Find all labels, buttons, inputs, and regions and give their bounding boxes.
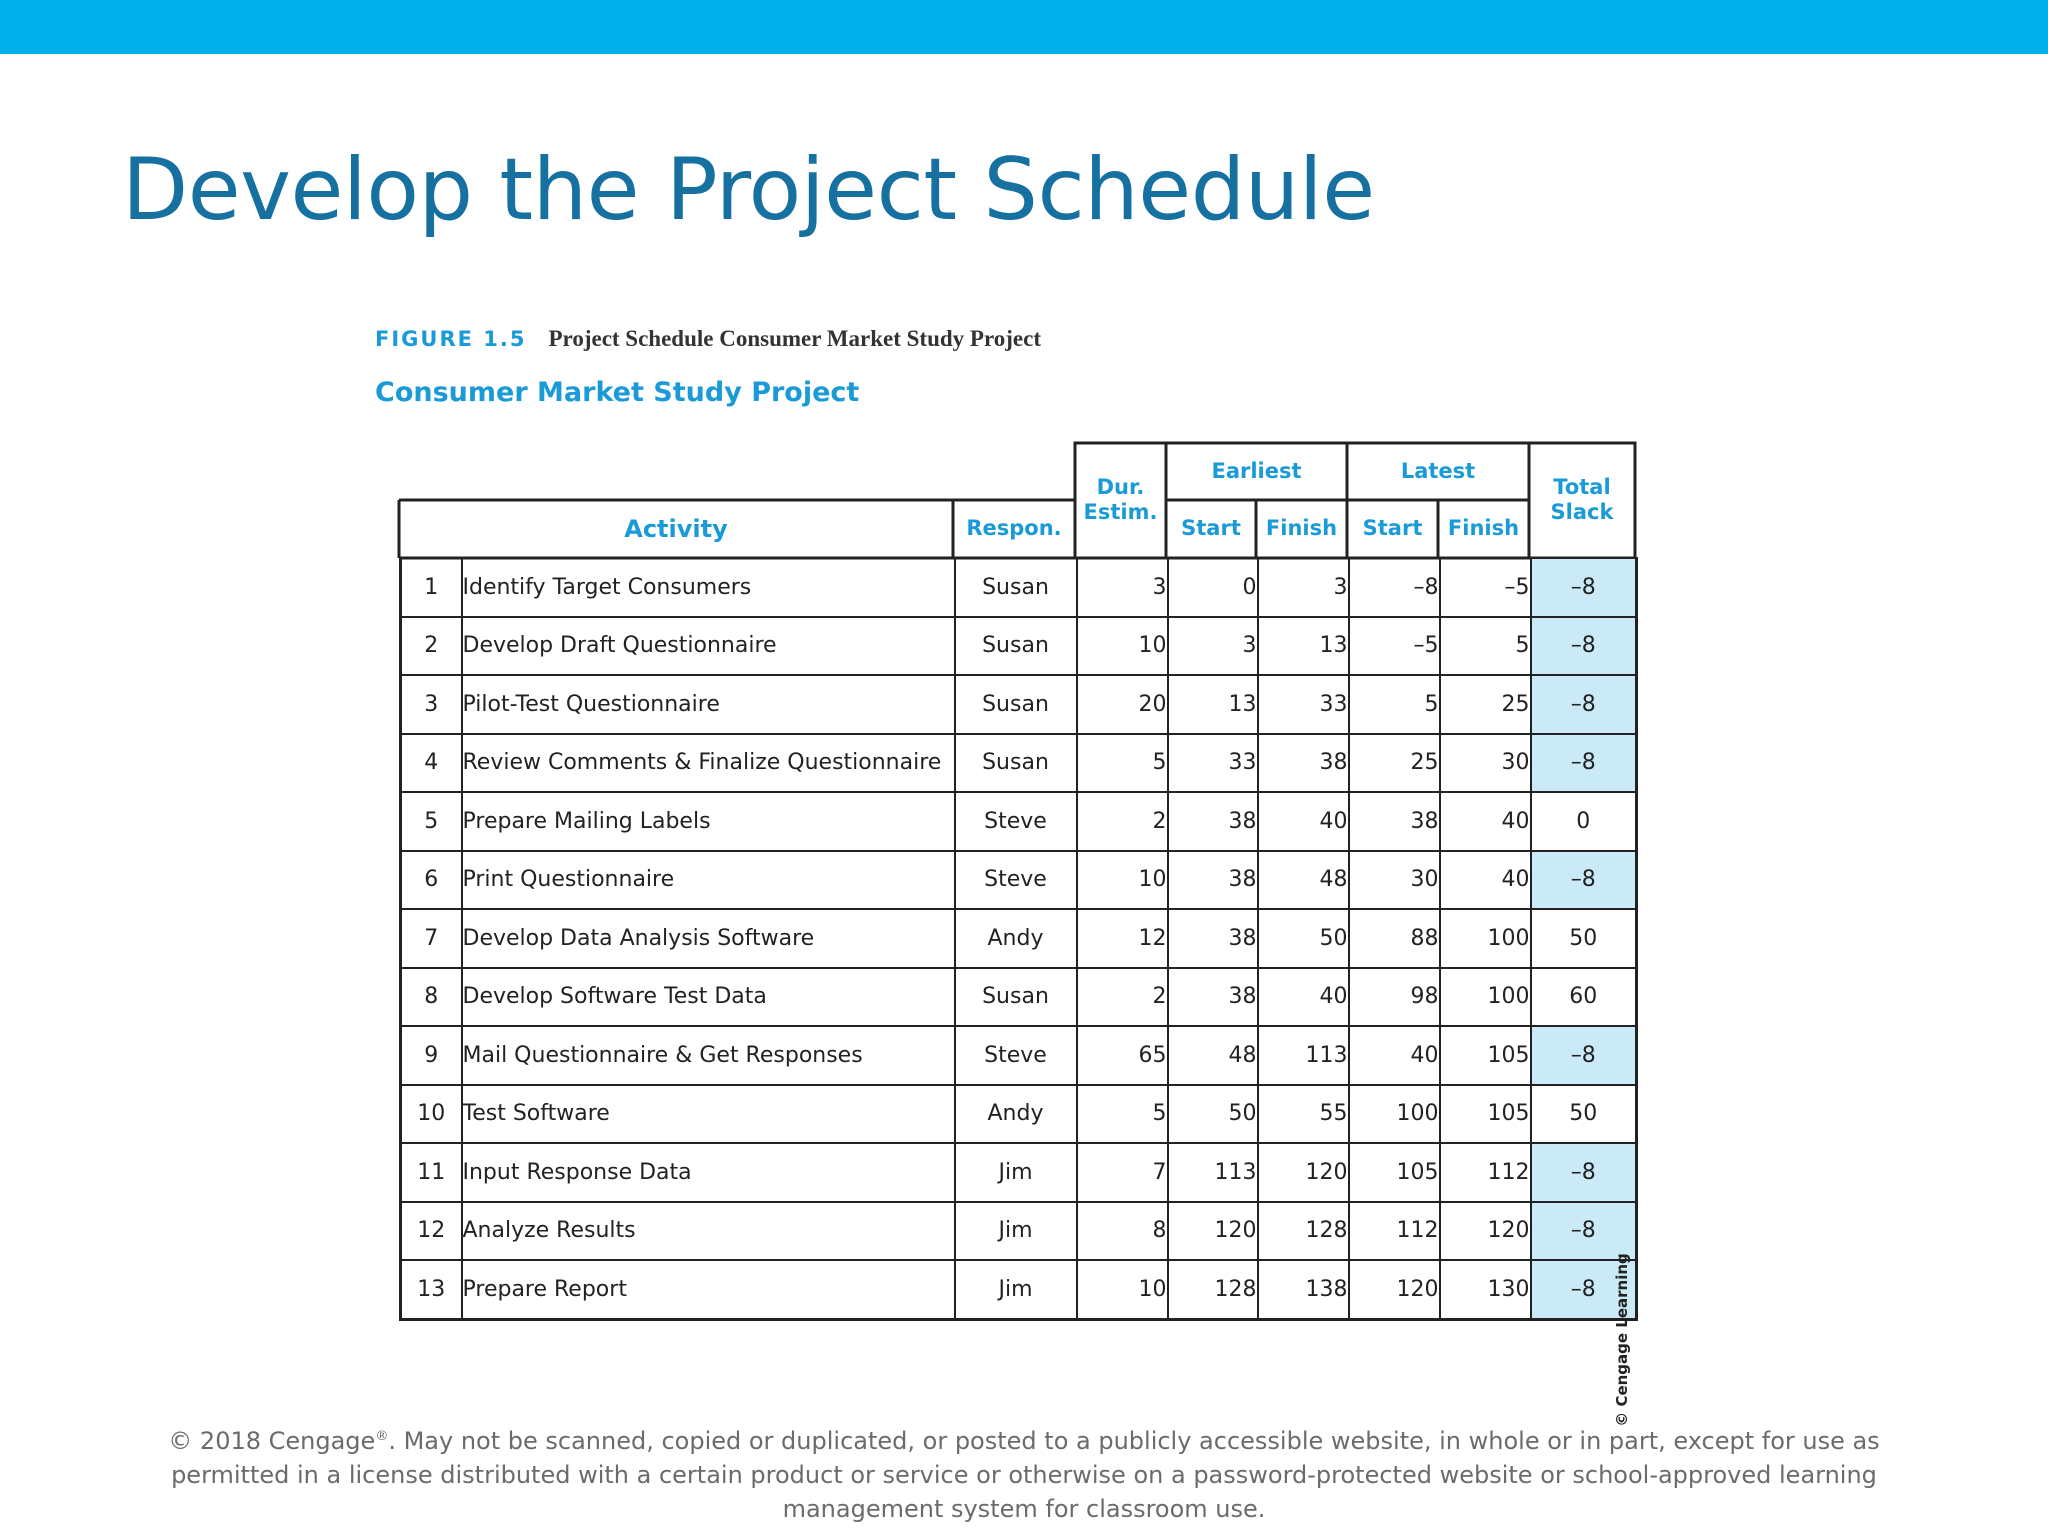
row-number: 8 bbox=[401, 968, 462, 1027]
latest-finish: 100 bbox=[1440, 909, 1531, 968]
figure-label: FIGURE 1.5 bbox=[375, 327, 527, 351]
latest-start: 88 bbox=[1349, 909, 1440, 968]
latest-finish: 112 bbox=[1440, 1143, 1531, 1202]
table-row bbox=[401, 1026, 1637, 1085]
earliest-finish: 113 bbox=[1258, 1026, 1349, 1085]
registered-mark: ® bbox=[375, 1429, 389, 1444]
header-latest-finish: Finish bbox=[1447, 516, 1520, 541]
activity-name: Prepare Report bbox=[462, 1260, 955, 1319]
row-number: 6 bbox=[401, 851, 462, 910]
total-slack: 60 bbox=[1531, 968, 1637, 1027]
copyright-footer bbox=[110, 1420, 1938, 1526]
duration: 12 bbox=[1077, 909, 1168, 968]
total-slack: –8 bbox=[1531, 1202, 1637, 1261]
responsible-person: Steve bbox=[955, 1026, 1077, 1085]
earliest-start: 13 bbox=[1168, 675, 1258, 734]
row-number: 9 bbox=[401, 1026, 462, 1085]
responsible-person: Jim bbox=[955, 1202, 1077, 1261]
header-earliest: Earliest bbox=[1211, 458, 1302, 483]
total-slack: –8 bbox=[1531, 617, 1637, 676]
activity-name: Print Questionnaire bbox=[462, 851, 955, 910]
duration: 2 bbox=[1077, 968, 1168, 1027]
activity-name: Identify Target Consumers bbox=[462, 558, 955, 617]
earliest-finish: 40 bbox=[1258, 792, 1349, 851]
latest-finish: 25 bbox=[1440, 675, 1531, 734]
duration: 65 bbox=[1077, 1026, 1168, 1085]
footer-copyright-prefix: © 2018 Cengage bbox=[168, 1427, 376, 1455]
latest-start: 98 bbox=[1349, 968, 1440, 1027]
duration: 10 bbox=[1077, 851, 1168, 910]
header-total-slack: Total Slack bbox=[1550, 474, 1614, 524]
responsible-person: Susan bbox=[955, 675, 1077, 734]
row-number: 2 bbox=[401, 617, 462, 676]
activity-name: Mail Questionnaire & Get Responses bbox=[462, 1026, 955, 1085]
figure-subtitle: Consumer Market Study Project bbox=[375, 377, 860, 408]
duration: 10 bbox=[1077, 1260, 1168, 1319]
latest-finish: 100 bbox=[1440, 968, 1531, 1027]
total-slack: –8 bbox=[1531, 675, 1637, 734]
latest-finish: 105 bbox=[1440, 1026, 1531, 1085]
row-number: 12 bbox=[401, 1202, 462, 1261]
latest-start: 25 bbox=[1349, 734, 1440, 793]
latest-finish: 5 bbox=[1440, 617, 1531, 676]
schedule-rows bbox=[401, 558, 1637, 1319]
earliest-finish: 55 bbox=[1258, 1085, 1349, 1144]
table-row bbox=[401, 792, 1637, 851]
earliest-start: 38 bbox=[1168, 968, 1258, 1027]
total-slack: –8 bbox=[1531, 1260, 1637, 1319]
activity-name: Test Software bbox=[462, 1085, 955, 1144]
table-row bbox=[401, 1202, 1637, 1261]
activity-name: Develop Data Analysis Software bbox=[462, 909, 955, 968]
figure-caption bbox=[375, 326, 1041, 352]
header-earliest-finish: Finish bbox=[1265, 516, 1338, 541]
table-row bbox=[401, 558, 1637, 617]
header-latest-start: Start bbox=[1362, 516, 1423, 541]
earliest-finish: 48 bbox=[1258, 851, 1349, 910]
responsible-person: Andy bbox=[955, 1085, 1077, 1144]
latest-start: 112 bbox=[1349, 1202, 1440, 1261]
duration: 5 bbox=[1077, 734, 1168, 793]
row-number: 5 bbox=[401, 792, 462, 851]
header-duration-estimate: Dur. Estim. bbox=[1083, 474, 1158, 524]
earliest-finish: 3 bbox=[1258, 558, 1349, 617]
earliest-finish: 138 bbox=[1258, 1260, 1349, 1319]
earliest-start: 3 bbox=[1168, 617, 1258, 676]
table-row bbox=[401, 909, 1637, 968]
latest-start: 5 bbox=[1349, 675, 1440, 734]
duration: 7 bbox=[1077, 1143, 1168, 1202]
page-title: Develop the Project Schedule bbox=[122, 140, 1375, 240]
activity-name: Input Response Data bbox=[462, 1143, 955, 1202]
latest-start: 30 bbox=[1349, 851, 1440, 910]
activity-name: Prepare Mailing Labels bbox=[462, 792, 955, 851]
total-slack: 50 bbox=[1531, 1085, 1637, 1144]
total-slack: –8 bbox=[1531, 1143, 1637, 1202]
total-slack: 50 bbox=[1531, 909, 1637, 968]
earliest-start: 38 bbox=[1168, 792, 1258, 851]
earliest-finish: 120 bbox=[1258, 1143, 1349, 1202]
latest-start: 40 bbox=[1349, 1026, 1440, 1085]
activity-name: Pilot-Test Questionnaire bbox=[462, 675, 955, 734]
header-earliest-start: Start bbox=[1181, 516, 1241, 541]
duration: 8 bbox=[1077, 1202, 1168, 1261]
latest-finish: –5 bbox=[1440, 558, 1531, 617]
responsible-person: Jim bbox=[955, 1143, 1077, 1202]
responsible-person: Susan bbox=[955, 617, 1077, 676]
table-row bbox=[401, 851, 1637, 910]
row-number: 4 bbox=[401, 734, 462, 793]
earliest-start: 120 bbox=[1168, 1202, 1258, 1261]
duration: 20 bbox=[1077, 675, 1168, 734]
earliest-finish: 38 bbox=[1258, 734, 1349, 793]
latest-finish: 40 bbox=[1440, 792, 1531, 851]
row-number: 11 bbox=[401, 1143, 462, 1202]
schedule-table bbox=[399, 557, 1638, 1321]
earliest-start: 38 bbox=[1168, 909, 1258, 968]
total-slack: –8 bbox=[1531, 734, 1637, 793]
row-number: 13 bbox=[401, 1260, 462, 1319]
earliest-start: 50 bbox=[1168, 1085, 1258, 1144]
table-row bbox=[401, 617, 1637, 676]
top-accent-bar bbox=[0, 0, 2048, 54]
footer-copyright-text: . May not be scanned, copied or duplicated, or posted to a publicly accessible website, in whole or in part, except for use as permitted in a license distributed with a certain product or service or otherwise on a password-protected website or school-approved learning management system for classroom use. bbox=[171, 1427, 1880, 1523]
responsible-person: Susan bbox=[955, 968, 1077, 1027]
responsible-person: Andy bbox=[955, 909, 1077, 968]
earliest-finish: 13 bbox=[1258, 617, 1349, 676]
image-credit: © Cengage Learning bbox=[1613, 1253, 1631, 1427]
total-slack: –8 bbox=[1531, 558, 1637, 617]
earliest-start: 113 bbox=[1168, 1143, 1258, 1202]
earliest-finish: 33 bbox=[1258, 675, 1349, 734]
latest-finish: 130 bbox=[1440, 1260, 1531, 1319]
duration: 2 bbox=[1077, 792, 1168, 851]
responsible-person: Jim bbox=[955, 1260, 1077, 1319]
earliest-start: 33 bbox=[1168, 734, 1258, 793]
earliest-start: 48 bbox=[1168, 1026, 1258, 1085]
duration: 5 bbox=[1077, 1085, 1168, 1144]
latest-start: –5 bbox=[1349, 617, 1440, 676]
latest-start: 105 bbox=[1349, 1143, 1440, 1202]
figure-caption-text: Project Schedule Consumer Market Study Project bbox=[548, 326, 1041, 351]
table-row bbox=[401, 968, 1637, 1027]
row-number: 7 bbox=[401, 909, 462, 968]
latest-finish: 30 bbox=[1440, 734, 1531, 793]
latest-start: 38 bbox=[1349, 792, 1440, 851]
latest-finish: 120 bbox=[1440, 1202, 1531, 1261]
header-latest: Latest bbox=[1400, 458, 1476, 483]
total-slack: 0 bbox=[1531, 792, 1637, 851]
row-number: 10 bbox=[401, 1085, 462, 1144]
responsible-person: Steve bbox=[955, 792, 1077, 851]
activity-name: Review Comments & Finalize Questionnaire bbox=[462, 734, 955, 793]
responsible-person: Steve bbox=[955, 851, 1077, 910]
table-row bbox=[401, 675, 1637, 734]
header-respon: Respon. bbox=[966, 516, 1062, 541]
earliest-start: 128 bbox=[1168, 1260, 1258, 1319]
earliest-start: 38 bbox=[1168, 851, 1258, 910]
total-slack: –8 bbox=[1531, 851, 1637, 910]
latest-start: –8 bbox=[1349, 558, 1440, 617]
earliest-finish: 40 bbox=[1258, 968, 1349, 1027]
table-row bbox=[401, 1085, 1637, 1144]
responsible-person: Susan bbox=[955, 734, 1077, 793]
latest-start: 100 bbox=[1349, 1085, 1440, 1144]
table-row bbox=[401, 1260, 1637, 1319]
activity-name: Analyze Results bbox=[462, 1202, 955, 1261]
activity-name: Develop Draft Questionnaire bbox=[462, 617, 955, 676]
duration: 10 bbox=[1077, 617, 1168, 676]
row-number: 1 bbox=[401, 558, 462, 617]
latest-finish: 40 bbox=[1440, 851, 1531, 910]
earliest-start: 0 bbox=[1168, 558, 1258, 617]
latest-finish: 105 bbox=[1440, 1085, 1531, 1144]
earliest-finish: 50 bbox=[1258, 909, 1349, 968]
header-activity: Activity bbox=[624, 514, 728, 543]
total-slack: –8 bbox=[1531, 1026, 1637, 1085]
table-row bbox=[401, 734, 1637, 793]
activity-name: Develop Software Test Data bbox=[462, 968, 955, 1027]
latest-start: 120 bbox=[1349, 1260, 1440, 1319]
earliest-finish: 128 bbox=[1258, 1202, 1349, 1261]
table-row bbox=[401, 1143, 1637, 1202]
responsible-person: Susan bbox=[955, 558, 1077, 617]
row-number: 3 bbox=[401, 675, 462, 734]
duration: 3 bbox=[1077, 558, 1168, 617]
